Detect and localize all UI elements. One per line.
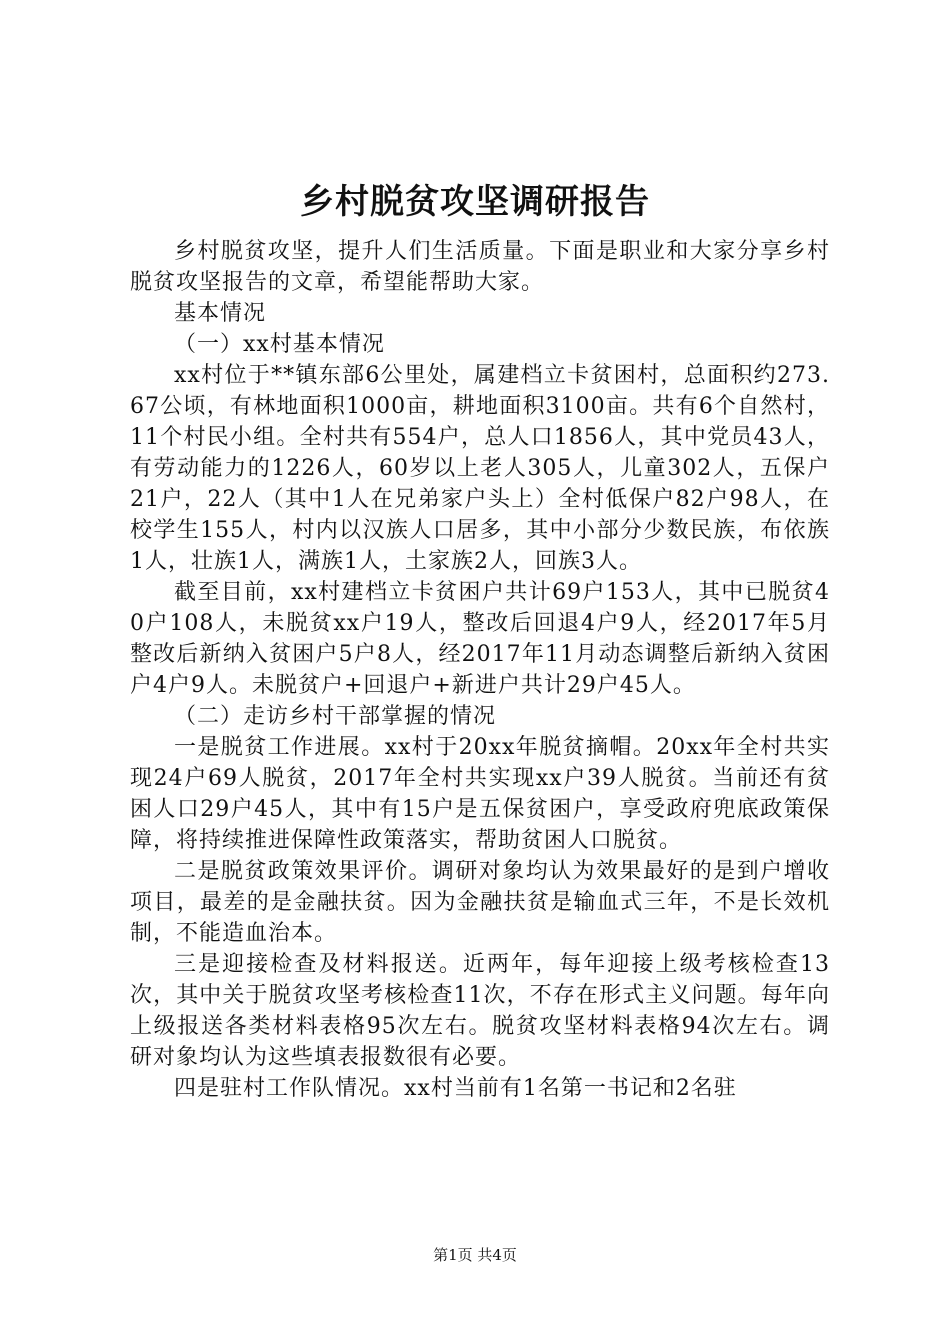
- paragraph-work-team: 四是驻村工作队情况。xx村当前有1名第一书记和2名驻: [174, 1076, 737, 1101]
- paragraph-poverty-status: 截至目前，xx村建档立卡贫困户共计69户153人，其中已脱贫40户108人，未脱贫xx户19人，整改后回退4户9人，经2017年5月整改后新纳入贫困户5户8人，经2017年11月动态调整后新纳入贫困户4户9人。未脱贫户+回退户+新进户共计29户45人。: [130, 580, 830, 698]
- paragraph-policy-evaluation: 二是脱贫政策效果评价。调研对象均认为效果最好的是到户增收项目，最差的是金融扶贫。因为金融扶贫是输血式三年，不是长效机制，不能造血治本。: [130, 859, 830, 946]
- subsection-heading-village: （一）xx村基本情况: [174, 332, 385, 357]
- paragraph-village-info: xx村位于**镇东部6公里处，属建档立卡贫困村，总面积约273.67公顷，有林地面积1000亩，耕地面积3100亩。共有6个自然村，11个村民小组。全村共有554户，总人口1856人，其中党员43人，有劳动能力的1226人，60岁以上老人305人，儿童302人，五保户21户，22人（其中1人在兄弟家户头上）全村低保户82户98人，在校学生155人，村内以汉族人口居多，其中小部分少数民族，布依族1人，壮族1人，满族1人，土家族2人，回族3人。: [130, 363, 830, 574]
- page-number-footer: 第1页 共4页: [433, 1246, 517, 1264]
- paragraph-inspections: 三是迎接检查及材料报送。近两年，每年迎接上级考核检查13次，其中关于脱贫攻坚考核检查11次，不存在形式主义问题。每年向上级报送各类材料表格95次左右。脱贫攻坚材料表格94次左右。调研对象均认为这些填表报数很有必要。: [130, 952, 830, 1070]
- document-title: 乡村脱贫攻坚调研报告: [300, 182, 650, 222]
- section-heading-basic: 基本情况: [174, 301, 267, 326]
- paragraph-progress: 一是脱贫工作进展。xx村于20xx年脱贫摘帽。20xx年全村共实现24户69人脱贫，2017年全村共实现xx户39人脱贫。当前还有贫困人口29户45人，其中有15户是五保贫困户，享受政府兜底政策保障，将持续推进保障性政策落实，帮助贫困人口脱贫。: [130, 735, 830, 853]
- paragraph-intro: 乡村脱贫攻坚，提升人们生活质量。下面是职业和大家分享乡村脱贫攻坚报告的文章，希望能帮助大家。: [130, 239, 830, 295]
- document-body: [130, 236, 830, 1104]
- subsection-heading-cadres: （二）走访乡村干部掌握的情况: [174, 704, 497, 729]
